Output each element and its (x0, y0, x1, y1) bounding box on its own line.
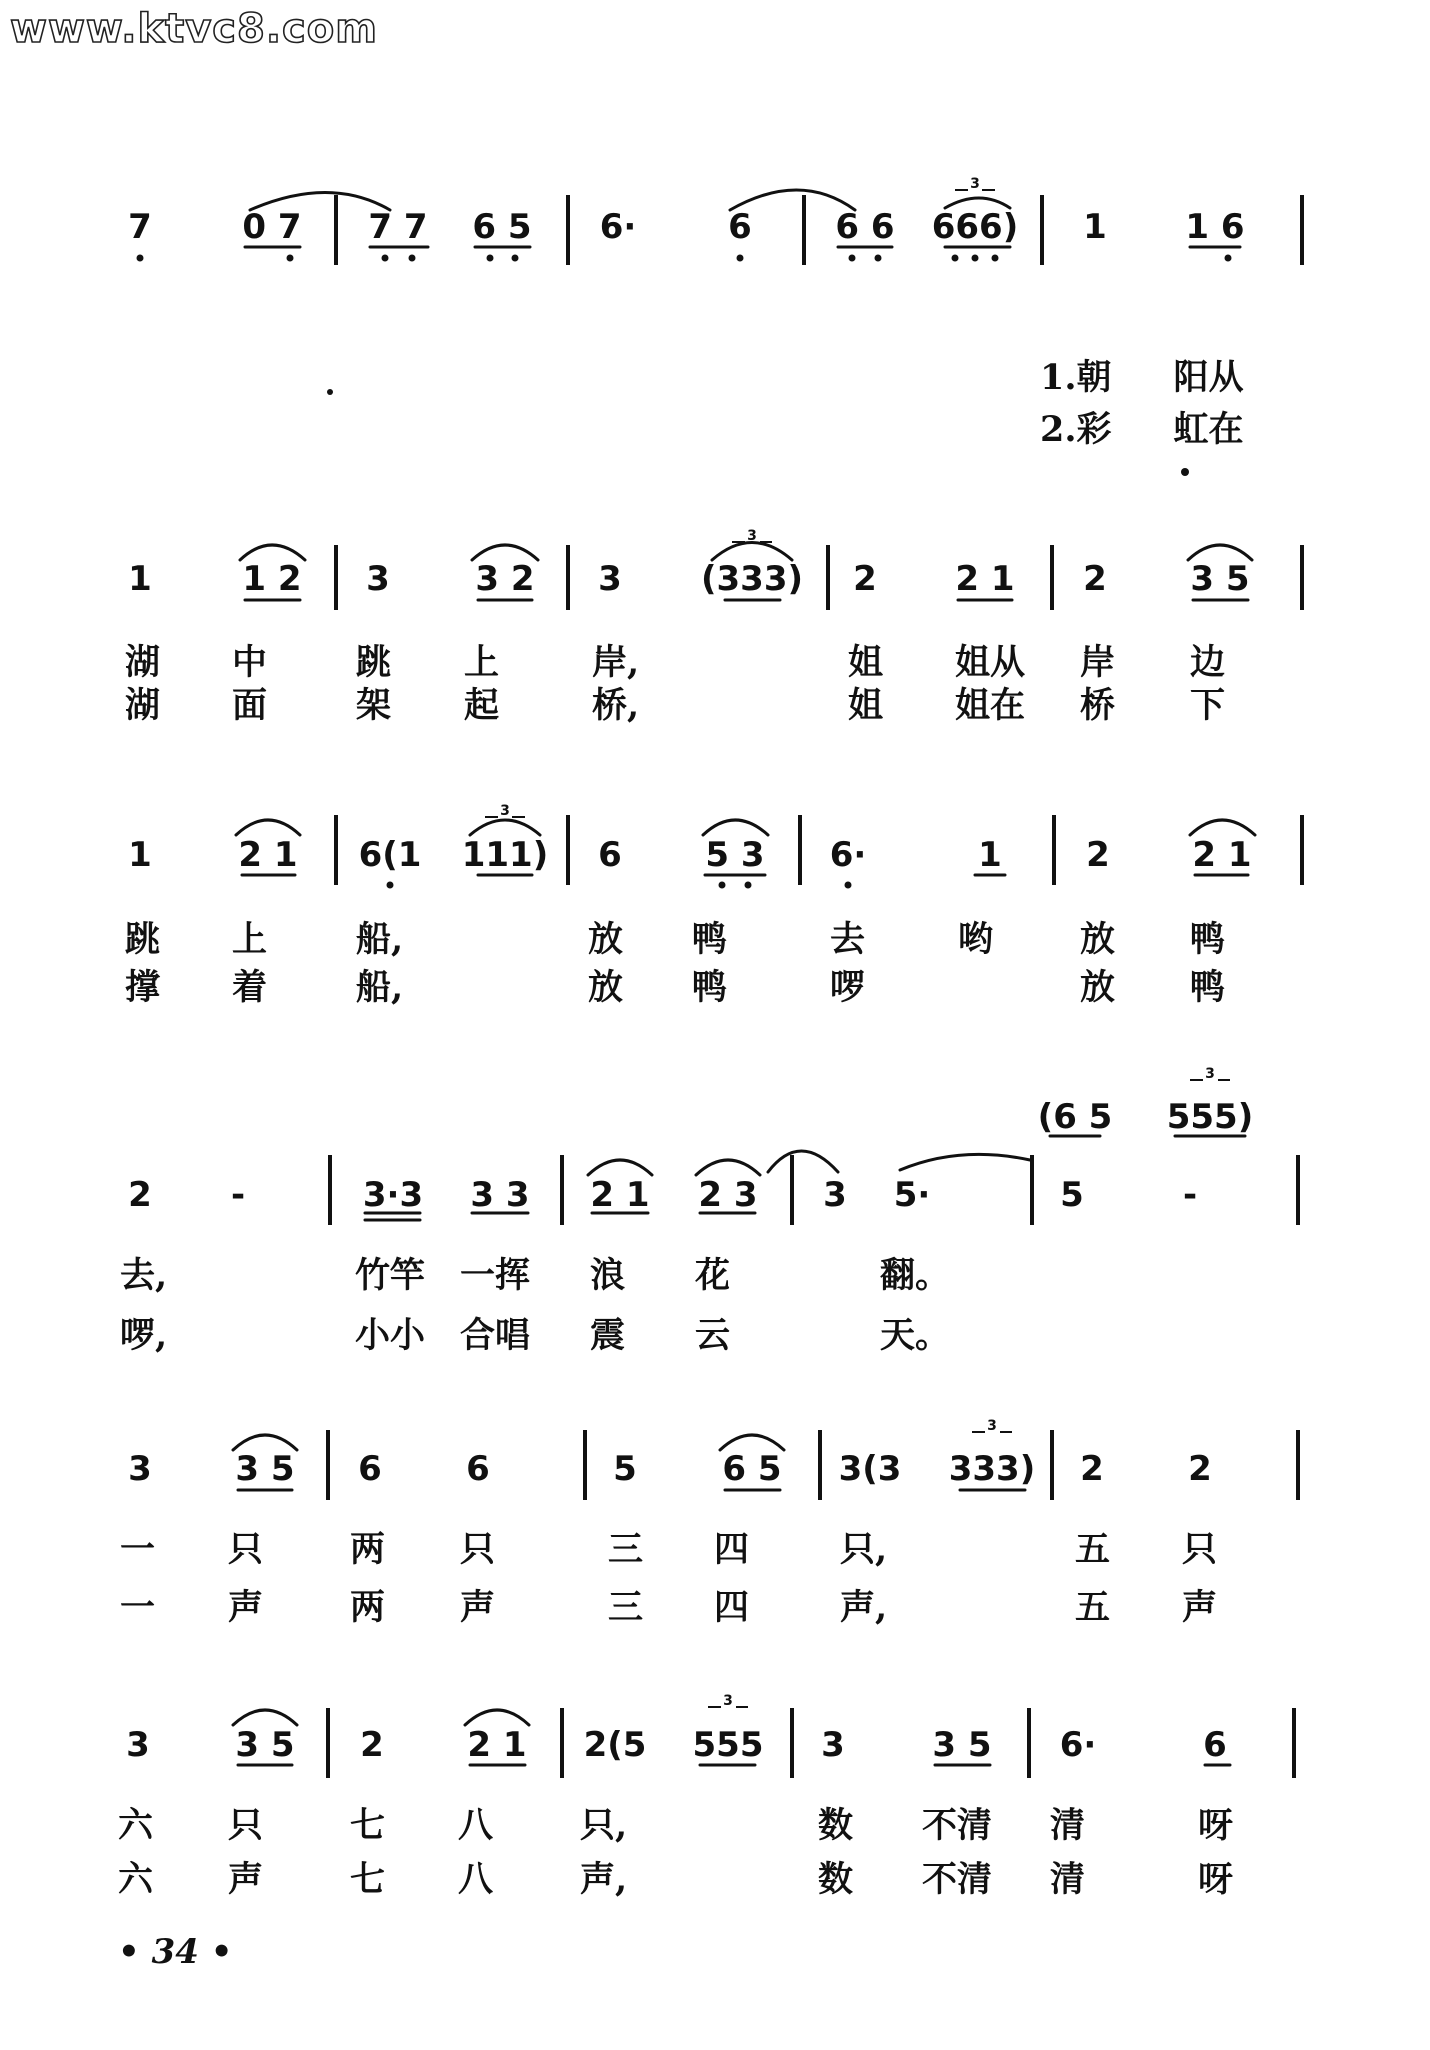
lyric-word: 上 (464, 642, 500, 683)
note: (333) (700, 559, 804, 599)
lyric-word: 着 (232, 967, 268, 1008)
note: 666) (931, 207, 1019, 247)
lyric-word: 两 (350, 1529, 386, 1570)
lyric-word: 面 (232, 685, 268, 726)
note: - (230, 1175, 246, 1215)
lyric-word: 姐 (848, 642, 884, 683)
lyric-word: 声, (580, 1859, 628, 1900)
lyric-word: 鸭 (1190, 919, 1226, 960)
note: 6 5 (472, 207, 532, 247)
note: 6 (358, 1449, 382, 1489)
lyric-word: 湖 (125, 685, 161, 726)
lyric-word: 声 (1182, 1587, 1218, 1628)
note: 3 (366, 559, 390, 599)
slur (1188, 545, 1252, 560)
note: 5 3 (705, 835, 765, 875)
lyric-word: 姐 (848, 685, 884, 726)
note: 2 3 (698, 1175, 758, 1215)
slur (240, 545, 305, 560)
slur (712, 543, 792, 561)
lyric-word: 阳从 (1173, 357, 1244, 398)
slur (1190, 820, 1255, 835)
note: 3 (598, 559, 622, 599)
lyric-word: 虹在 (1173, 409, 1244, 450)
lyric-word: 撑 (125, 967, 161, 1008)
slur (250, 193, 390, 211)
lyric-word: 云 (695, 1315, 731, 1356)
lyric-word: 一挥 (460, 1255, 531, 1296)
note: 2(5 (583, 1725, 647, 1765)
lyric-word: 三 (608, 1587, 644, 1628)
lyric-word: 数 (818, 1859, 854, 1900)
lyric-word: 放 (588, 967, 624, 1008)
lyric-word: 一 (120, 1587, 156, 1628)
lyric-word: 跳 (125, 919, 161, 960)
lyric-word: 八 (458, 1805, 494, 1846)
lyric-word: 七 (350, 1805, 386, 1846)
svg-text:3: 3 (987, 1418, 997, 1434)
note: 6· (599, 207, 637, 247)
note: 3 5 (1190, 559, 1250, 599)
lyric-word: 五 (1075, 1587, 1111, 1628)
note: 3 (823, 1175, 847, 1215)
lyric-word: 放 (1080, 919, 1116, 960)
note: 3 5 (235, 1725, 295, 1765)
note: 2 (128, 1175, 152, 1215)
lyric-word: 去 (830, 919, 866, 960)
lyric-word: 清 (1050, 1805, 1086, 1846)
lyric-word: 鸭 (692, 967, 728, 1008)
svg-text:3: 3 (500, 803, 510, 819)
note: 1 (128, 559, 152, 599)
slur (696, 1160, 760, 1175)
note: 2 (360, 1725, 384, 1765)
lyric-word: 呀 (1198, 1859, 1234, 1900)
note: 2 (1080, 1449, 1104, 1489)
lyric-word: 放 (588, 919, 624, 960)
lyric-word: 只 (228, 1805, 264, 1846)
slur (900, 1154, 1030, 1170)
svg-text:3: 3 (747, 528, 757, 544)
note: 6(1 (358, 835, 422, 875)
slur (588, 1160, 652, 1175)
slur (720, 1435, 784, 1450)
lyric-word: 只 (1182, 1529, 1218, 1570)
note: 1 (128, 835, 152, 875)
slur (465, 1710, 529, 1725)
note: - (1182, 1175, 1198, 1215)
lyric-word: 架 (356, 685, 392, 726)
lyric-word: 只 (228, 1529, 264, 1570)
lyric-word: 花 (695, 1255, 731, 1296)
lyric-word: 声 (460, 1587, 496, 1628)
note: 2 1 (955, 559, 1015, 599)
lyric-word: 小小 (355, 1315, 426, 1356)
lyric-word: 只 (460, 1529, 496, 1570)
note: 5 (1060, 1175, 1084, 1215)
lyric-word: 合唱 (460, 1315, 531, 1356)
note: 0 7 (242, 207, 302, 247)
lyric-word: 五 (1075, 1529, 1111, 1570)
lyric-word: 一 (120, 1529, 156, 1570)
lyric-word: 上 (232, 919, 268, 960)
lyric-word: 跳 (356, 642, 392, 683)
lyric-word: 震 (590, 1315, 626, 1356)
lyric-word: 只, (840, 1529, 888, 1570)
lyric-word: 桥, (592, 685, 640, 726)
note: 3 5 (932, 1725, 992, 1765)
slur (470, 820, 540, 835)
note: 111) (461, 835, 549, 875)
lyric-word: 四 (714, 1587, 750, 1628)
note: 6 (728, 207, 752, 247)
lyric-word: 呀 (1198, 1805, 1234, 1846)
note: 3 2 (475, 559, 535, 599)
note: 3(3 (838, 1449, 902, 1489)
lyric-word: 湖 (125, 642, 161, 683)
lyric-word: 船, (356, 919, 404, 960)
lyric-word: 船, (356, 967, 404, 1008)
note: 7 7 (368, 207, 428, 247)
lyric-word: 中 (232, 642, 268, 683)
page-number: • 34 • (118, 1932, 233, 1972)
slur (233, 1710, 297, 1725)
slur (768, 1151, 838, 1172)
slur (236, 820, 300, 835)
note: 2 (1188, 1449, 1212, 1489)
note: 6· (1059, 1725, 1097, 1765)
watermark: www.ktvc8.com (10, 6, 378, 52)
lyric-word: 清 (1050, 1859, 1086, 1900)
note: 2 1 (467, 1725, 527, 1765)
lyric-word: 七 (350, 1859, 386, 1900)
slur (472, 545, 538, 560)
svg-text:3: 3 (970, 176, 980, 192)
svg-text:3: 3 (1205, 1066, 1215, 1082)
lyric-word: 六 (118, 1805, 154, 1846)
note: 5 (613, 1449, 637, 1489)
lyric-word: 起 (464, 685, 500, 726)
note: 3 (126, 1725, 150, 1765)
lyric-word: 去, (120, 1255, 168, 1296)
lyric-word: 声, (840, 1587, 888, 1628)
note: 3 (821, 1725, 845, 1765)
lyric-word: 1.朝 (1040, 357, 1112, 398)
note: 3·3 (362, 1175, 424, 1215)
lyric-word: 下 (1190, 685, 1226, 726)
note: 6 (1203, 1725, 1227, 1765)
note: 2 (1083, 559, 1107, 599)
note: 3 (128, 1449, 152, 1489)
note: 5· (893, 1175, 931, 1215)
svg-text:3: 3 (723, 1693, 733, 1709)
note: 1 6 (1185, 207, 1245, 247)
lyric-word: 浪 (590, 1255, 626, 1296)
note: 1 (1083, 207, 1107, 247)
lyric-word: 声 (228, 1587, 264, 1628)
lyric-word: 岸 (1080, 642, 1116, 683)
note: 1 (978, 835, 1002, 875)
lyric-word: 姐在 (955, 685, 1026, 726)
lyric-word: 八 (458, 1859, 494, 1900)
lyric-word: 翻。 (880, 1255, 951, 1296)
note: 2 (853, 559, 877, 599)
lyric-word: 姐从 (955, 642, 1026, 683)
lyric-word: 竹竿 (355, 1255, 426, 1296)
lyric-word: 2.彩 (1040, 409, 1112, 450)
lyric-word: 啰 (830, 967, 866, 1008)
lyric-word: 天。 (880, 1315, 951, 1356)
underline (362, 1136, 1245, 1220)
note: 6 5 (722, 1449, 782, 1489)
lyric-word: 桥 (1080, 685, 1116, 726)
lyric-word: 声 (228, 1859, 264, 1900)
note: 3 3 (470, 1175, 530, 1215)
lyric-word: 放 (1080, 967, 1116, 1008)
lyric-word: 哟 (958, 919, 994, 960)
note: 2 1 (1192, 835, 1252, 875)
slur (703, 820, 768, 835)
slur (730, 190, 855, 210)
slur (945, 198, 1010, 208)
note: 7 (128, 207, 152, 247)
lyric-word: 只, (580, 1805, 628, 1846)
lyric-word: 三 (608, 1529, 644, 1570)
note: 6 6 (835, 207, 895, 247)
lyric-word: 岸, (592, 642, 640, 683)
lyric-word: 数 (818, 1805, 854, 1846)
intro-note: (6 5 (1037, 1097, 1113, 1137)
lyric-word: 鸭 (1190, 967, 1226, 1008)
lyric-word: 鸭 (692, 919, 728, 960)
note: 6· (829, 835, 867, 875)
lyric-word: 不清 (922, 1859, 993, 1900)
note: 1 2 (242, 559, 302, 599)
lyric-word: 两 (350, 1587, 386, 1628)
note: 555 (692, 1725, 764, 1765)
slur (233, 1435, 297, 1450)
note: 333) (948, 1449, 1036, 1489)
note: 2 1 (590, 1175, 650, 1215)
intro-note: 555) (1166, 1097, 1254, 1137)
lyric-word: 啰, (120, 1315, 168, 1356)
note: 6 (466, 1449, 490, 1489)
note: 6 (598, 835, 622, 875)
lyric-word: 不清 (922, 1805, 993, 1846)
lyric-word: 四 (714, 1529, 750, 1570)
lyric-word: 边 (1190, 642, 1226, 683)
note: 2 (1086, 835, 1110, 875)
lyric-word: 六 (118, 1859, 154, 1900)
note: 2 1 (238, 835, 298, 875)
note: 3 5 (235, 1449, 295, 1489)
